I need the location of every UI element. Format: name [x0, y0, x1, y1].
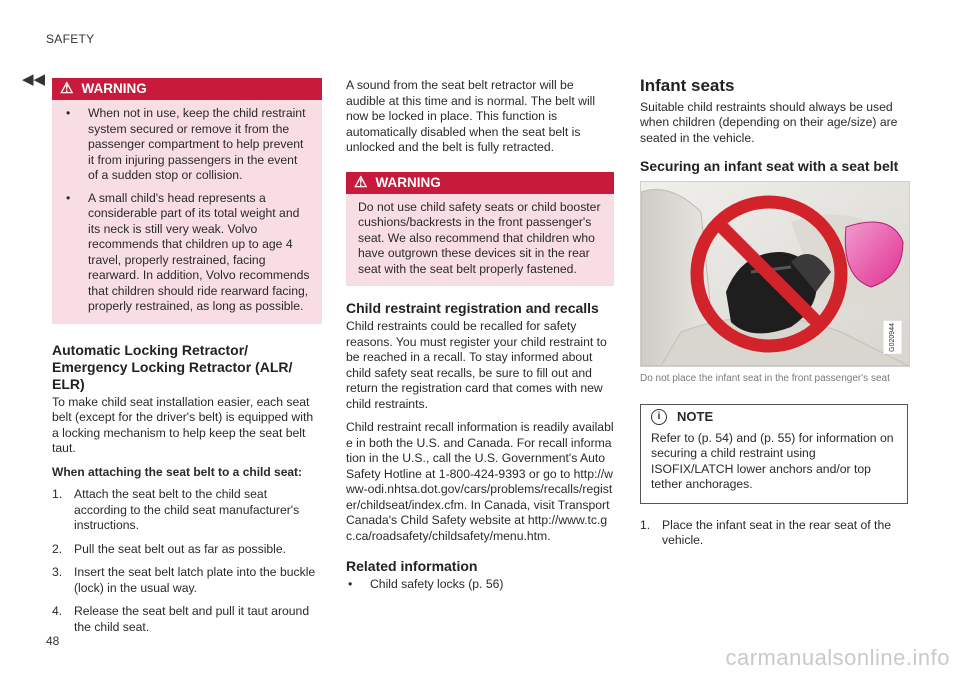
step-item	[52, 542, 322, 558]
step-number: 3.	[52, 565, 63, 579]
warning-triangle-icon: ⚠	[354, 173, 368, 191]
step-number: 1.	[640, 517, 651, 532]
warning-bullet-text: When not in use, keep the child restraint system secured or remove it from the passenger compartment to help prevent it from injuring passengers in the event of a sudden stop or collision.	[88, 106, 306, 182]
attach-heading: When attaching the seat belt to a child seat:	[52, 464, 303, 479]
step-text: Place the infant seat in the rear seat of the vehicle.	[662, 517, 891, 547]
registration-heading: Child restraint registration and recalls	[346, 300, 599, 316]
warning-title: WARNING	[375, 174, 441, 190]
warning-bullet-text: A small child's head represents a considerable part of its total weight and its neck is still very weak. Volvo recommends that children up to age 4 travel, properly restrained, facing rearward. In addition, Volvo recommends that children should ride rearward facing, properly restrained, as long as possible.	[88, 190, 310, 313]
sub-heading: Securing an infant seat with a seat belt	[640, 158, 899, 174]
warning-header	[346, 172, 614, 194]
step-item	[52, 487, 322, 534]
related-info-heading: Related information	[346, 558, 478, 574]
watermark: carmanualsonline.info	[725, 645, 950, 670]
note-text: Refer to (p. 54) and (p. 55) for information on securing a child restraint using ISOFIX/LATCH lower anchors and/or top tether anchorages.	[651, 430, 894, 491]
registration-paragraph: Child restraints could be recalled for safety reasons. You must register your child restraint to be reached in a recall. To stay informed about child safety seat recalls, be sure to fill out and return the registration card that comes with new child restraints.	[346, 319, 607, 411]
column-3	[640, 78, 908, 557]
column-2	[346, 78, 614, 593]
step-text: Insert the seat belt latch plate into the buckle (lock) in the usual way.	[74, 565, 316, 595]
info-icon: i	[651, 409, 667, 425]
step-number: 2.	[52, 541, 63, 556]
step-text: Pull the seat belt out as far as possible.	[74, 541, 287, 556]
step-item	[52, 604, 322, 635]
infant-seat-prohibited-image	[641, 182, 909, 366]
infant-seat-illustration	[640, 181, 910, 367]
step-item	[52, 565, 322, 596]
warning-body	[346, 194, 614, 287]
bullet-icon: •	[66, 106, 71, 120]
warning-box-2	[346, 172, 614, 287]
warning-triangle-icon: ⚠	[60, 80, 74, 98]
infant-intro: Suitable child restraints should always be used when children (depending on their age/size) are seated in the vehicle.	[640, 99, 898, 145]
image-code: G020944	[884, 321, 902, 354]
alr-text: To make child seat installation easier, each seat belt (except for the driver's belt) is equipped with a locking mechanism to help keep the seat belt taut.	[52, 394, 314, 455]
warning-body	[52, 100, 322, 324]
note-box	[640, 404, 908, 504]
related-link-text[interactable]: Child safety locks (p. 56)	[370, 577, 504, 591]
bullet-icon: •	[66, 190, 71, 205]
step-item	[640, 518, 908, 549]
step-number: 1.	[52, 487, 63, 501]
recall-info-paragraph: Child restraint recall information is readily available in both the U.S. and Canada. For recall information in the U.S., call the U.S. Government's Auto Safety Hotline at 1-800-424-9393 or go to http://www-odi.nhtsa.dot.gov/cars/problems/recalls/register/childseat/index.cfm. In Canada, visit Transport Canada's Child Safety website at http://www.tc.gc.ca/roadsafety/childsafety/menu.htm.	[346, 420, 614, 543]
warning-text: Do not use child safety seats or child booster cushions/backrests in the front passenger's seat. We also recommend that children who have outgrown these devices sit in the rear seat with the seat belt properly fastened.	[358, 199, 601, 276]
image-caption: Do not place the infant seat in the front passenger's seat	[640, 373, 890, 384]
alr-heading: Automatic Locking Retractor/ Emergency Locking Retractor (ALR/ ELR)	[52, 341, 293, 392]
page-title: Infant seats	[640, 76, 735, 95]
note-header	[641, 405, 907, 429]
related-link[interactable]	[346, 577, 614, 593]
back-arrows-icon[interactable]: ◀◀	[22, 71, 46, 88]
step-text: Release the seat belt and pull it taut around the child seat.	[74, 604, 310, 634]
section-label: SAFETY	[46, 32, 95, 46]
column-1	[52, 78, 322, 643]
page-number: 48	[46, 634, 60, 648]
warning-box-1	[52, 78, 322, 324]
step-text: Attach the seat belt to the child seat according to the child seat manufacturer's instructions.	[74, 487, 300, 532]
step-number: 4.	[52, 604, 63, 618]
retractor-sound-text: A sound from the seat belt retractor will be audible at this time and is normal. The belt will now be locked in place. This function is automatically disabled when the seat belt is unlocked and the belt is fully retracted.	[346, 78, 596, 154]
warning-bullet	[64, 191, 310, 315]
warning-title: WARNING	[81, 81, 147, 97]
note-title: NOTE	[677, 408, 714, 424]
warning-bullet	[64, 106, 310, 184]
bullet-icon: •	[348, 577, 353, 591]
warning-header	[52, 78, 322, 100]
